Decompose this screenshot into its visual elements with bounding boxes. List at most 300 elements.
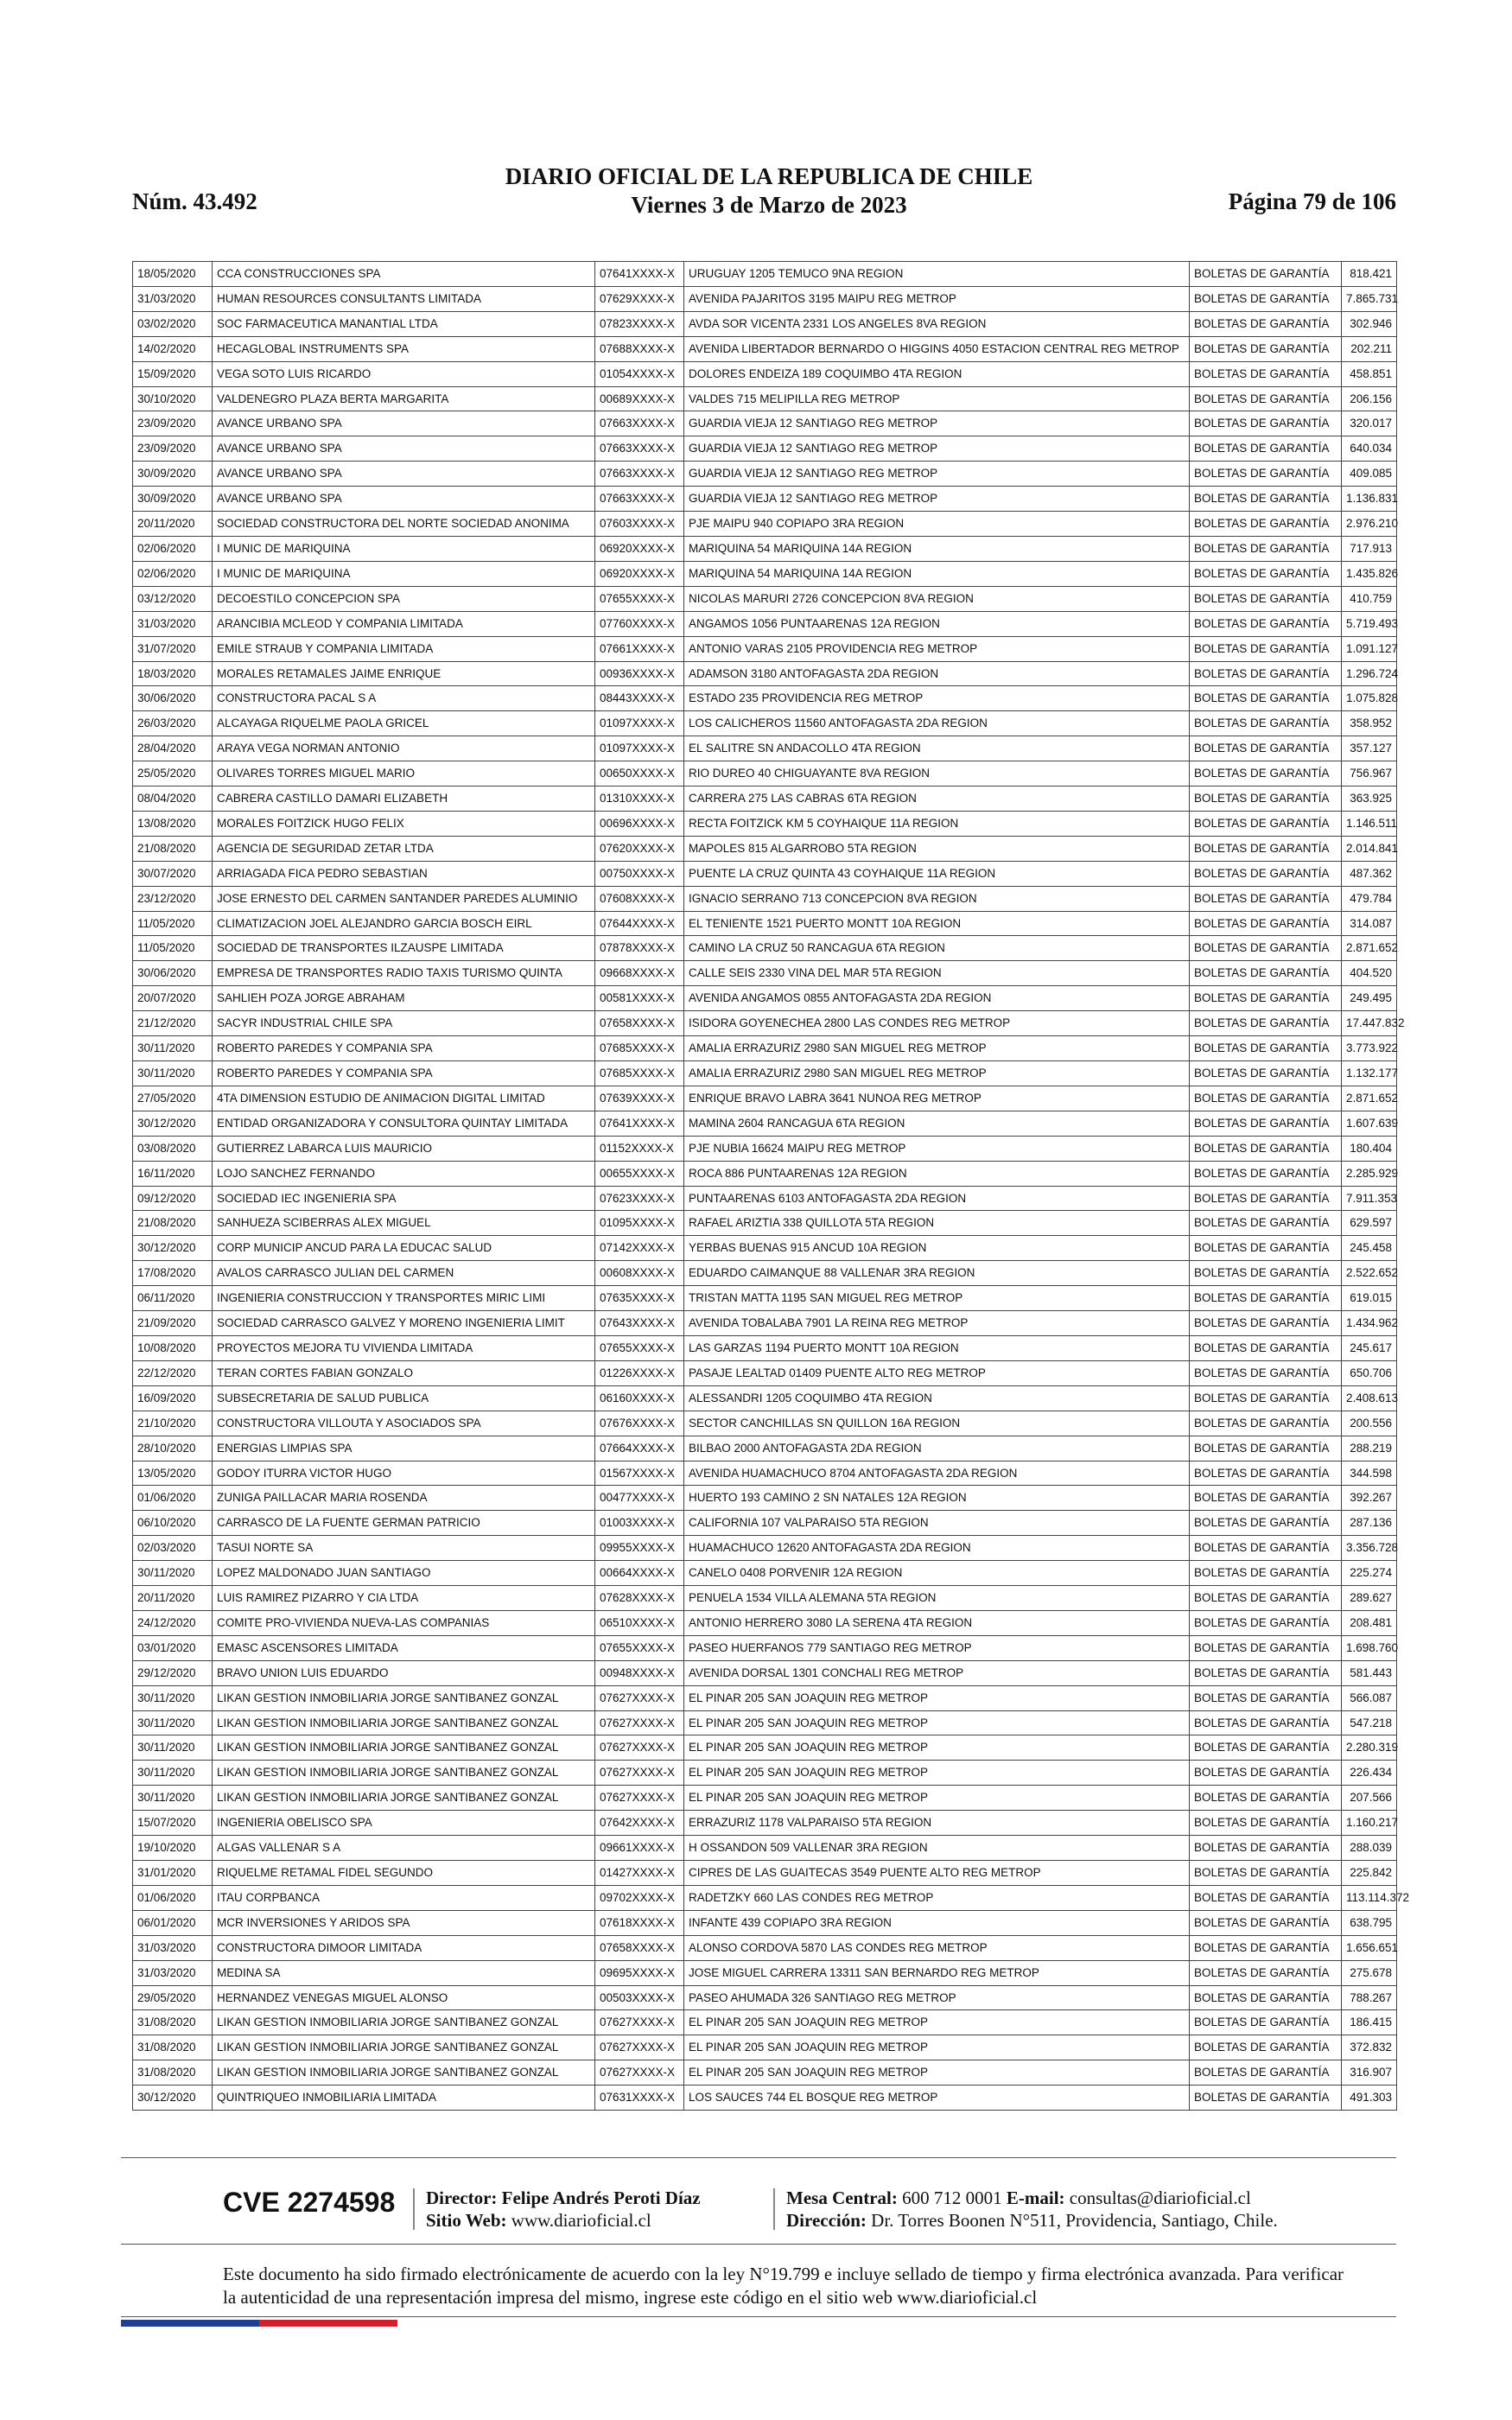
amount-cell: 619.015 — [1342, 1286, 1397, 1311]
rut-cell: 09702XXXX-X — [595, 1885, 684, 1910]
amount-cell: 409.085 — [1342, 462, 1397, 487]
amount-cell: 202.211 — [1342, 336, 1397, 361]
table-row — [133, 311, 1397, 336]
email-value: consultas@diarioficial.cl — [1069, 2188, 1251, 2208]
name-cell: I MUNIC DE MARIQUINA — [213, 536, 595, 561]
type-cell: BOLETAS DE GARANTÍA — [1190, 1086, 1342, 1111]
amount-cell: 491.303 — [1342, 2086, 1397, 2111]
type-cell: BOLETAS DE GARANTÍA — [1190, 1436, 1342, 1461]
type-cell: BOLETAS DE GARANTÍA — [1190, 736, 1342, 761]
amount-cell: 225.274 — [1342, 1561, 1397, 1586]
address-cell: RAFAEL ARIZTIA 338 QUILLOTA 5TA REGION — [684, 1211, 1190, 1236]
table-row — [133, 911, 1397, 936]
table-row — [133, 1511, 1397, 1536]
type-cell: BOLETAS DE GARANTÍA — [1190, 836, 1342, 861]
type-cell: BOLETAS DE GARANTÍA — [1190, 1461, 1342, 1486]
issue-number: Núm. 43.492 — [132, 188, 257, 214]
address-cell: NICOLAS MARURI 2726 CONCEPCION 8VA REGION — [684, 586, 1190, 611]
type-cell: BOLETAS DE GARANTÍA — [1190, 936, 1342, 961]
table-row — [133, 686, 1397, 711]
table-row — [133, 2060, 1397, 2086]
date-cell: 30/12/2020 — [133, 1236, 213, 1261]
address-cell: AVENIDA DORSAL 1301 CONCHALI REG METROP — [684, 1660, 1190, 1685]
address-cell: ANTONIO VARAS 2105 PROVIDENCIA REG METROP — [684, 636, 1190, 661]
amount-cell: 2.280.319 — [1342, 1735, 1397, 1761]
table-row — [133, 1735, 1397, 1761]
address-cell: PUNTAARENAS 6103 ANTOFAGASTA 2DA REGION — [684, 1186, 1190, 1211]
name-cell: RIQUELME RETAMAL FIDEL SEGUNDO — [213, 1861, 595, 1886]
table-row — [133, 1061, 1397, 1086]
name-cell: PROYECTOS MEJORA TU VIVIENDA LIMITADA — [213, 1335, 595, 1360]
rut-cell: 00948XXXX-X — [595, 1660, 684, 1685]
type-cell: BOLETAS DE GARANTÍA — [1190, 761, 1342, 786]
rut-cell: 01054XXXX-X — [595, 361, 684, 386]
address-cell: LAS GARZAS 1194 PUERTO MONTT 10A REGION — [684, 1335, 1190, 1360]
date-cell: 30/12/2020 — [133, 2086, 213, 2111]
name-cell: LIKAN GESTION INMOBILIARIA JORGE SANTIBANEZ GONZAL — [213, 2060, 595, 2086]
address-cell: BILBAO 2000 ANTOFAGASTA 2DA REGION — [684, 1436, 1190, 1461]
address-value: Dr. Torres Boonen N°511, Providencia, Santiago, Chile. — [871, 2210, 1278, 2231]
date-cell: 27/05/2020 — [133, 1086, 213, 1111]
amount-cell: 1.607.639 — [1342, 1111, 1397, 1136]
amount-cell: 479.784 — [1342, 886, 1397, 911]
address-cell: GUARDIA VIEJA 12 SANTIAGO REG METROP — [684, 462, 1190, 487]
table-row — [133, 1786, 1397, 1811]
type-cell: BOLETAS DE GARANTÍA — [1190, 1561, 1342, 1586]
table-row — [133, 1811, 1397, 1836]
amount-cell: 206.156 — [1342, 386, 1397, 411]
name-cell: GUTIERREZ LABARCA LUIS MAURICIO — [213, 1136, 595, 1161]
name-cell: JOSE ERNESTO DEL CARMEN SANTANDER PAREDES ALUMINIO — [213, 886, 595, 911]
date-cell: 15/09/2020 — [133, 361, 213, 386]
type-cell: BOLETAS DE GARANTÍA — [1190, 1786, 1342, 1811]
date-cell: 31/03/2020 — [133, 1935, 213, 1960]
amount-cell: 1.075.828 — [1342, 686, 1397, 711]
records-table-body — [133, 262, 1410, 2111]
table-row — [133, 1335, 1397, 1360]
amount-cell: 7.911.353 — [1342, 1186, 1397, 1211]
date-cell: 23/09/2020 — [133, 411, 213, 436]
name-cell: HERNANDEZ VENEGAS MIGUEL ALONSO — [213, 1985, 595, 2010]
table-row — [133, 1311, 1397, 1336]
amount-cell: 1.146.511 — [1342, 811, 1397, 836]
type-cell: BOLETAS DE GARANTÍA — [1190, 361, 1342, 386]
rut-cell: 07627XXXX-X — [595, 2010, 684, 2035]
name-cell: CONSTRUCTORA PACAL S A — [213, 686, 595, 711]
address-cell: EL PINAR 205 SAN JOAQUIN REG METROP — [684, 1685, 1190, 1710]
name-cell: INGENIERIA OBELISCO SPA — [213, 1811, 595, 1836]
table-row — [133, 411, 1397, 436]
table-row — [133, 786, 1397, 812]
amount-cell: 207.566 — [1342, 1786, 1397, 1811]
name-cell: ROBERTO PAREDES Y COMPANIA SPA — [213, 1036, 595, 1061]
name-cell: LIKAN GESTION INMOBILIARIA JORGE SANTIBANEZ GONZAL — [213, 1710, 595, 1735]
date-cell: 26/03/2020 — [133, 711, 213, 736]
date-cell: 10/08/2020 — [133, 1335, 213, 1360]
date-cell: 21/09/2020 — [133, 1311, 213, 1336]
name-cell: VEGA SOTO LUIS RICARDO — [213, 361, 595, 386]
rut-cell: 07760XXXX-X — [595, 611, 684, 636]
address-cell: EL PINAR 205 SAN JOAQUIN REG METROP — [684, 2010, 1190, 2035]
type-cell: BOLETAS DE GARANTÍA — [1190, 1761, 1342, 1786]
table-row — [133, 611, 1397, 636]
date-cell: 29/05/2020 — [133, 1985, 213, 2010]
address-cell: PASEO HUERFANOS 779 SANTIAGO REG METROP — [684, 1635, 1190, 1660]
date-cell: 20/11/2020 — [133, 512, 213, 537]
rut-cell: 00581XXXX-X — [595, 986, 684, 1011]
name-cell: ROBERTO PAREDES Y COMPANIA SPA — [213, 1061, 595, 1086]
address-cell: EL SALITRE SN ANDACOLLO 4TA REGION — [684, 736, 1190, 761]
masthead-date: Viernes 3 de Marzo de 2023 — [631, 192, 907, 218]
table-row — [133, 1486, 1397, 1511]
amount-cell: 289.627 — [1342, 1586, 1397, 1611]
rut-cell: 07655XXXX-X — [595, 1635, 684, 1660]
date-cell: 30/06/2020 — [133, 686, 213, 711]
amount-cell: 287.136 — [1342, 1511, 1397, 1536]
table-row — [133, 487, 1397, 512]
amount-cell: 717.913 — [1342, 536, 1397, 561]
date-cell: 11/05/2020 — [133, 911, 213, 936]
date-cell: 08/04/2020 — [133, 786, 213, 812]
address-cell: ENRIQUE BRAVO LABRA 3641 NUNOA REG METROP — [684, 1086, 1190, 1111]
type-cell: BOLETAS DE GARANTÍA — [1190, 686, 1342, 711]
type-cell: BOLETAS DE GARANTÍA — [1190, 1311, 1342, 1336]
rut-cell: 01310XXXX-X — [595, 786, 684, 812]
address-cell: PENUELA 1534 VILLA ALEMANA 5TA REGION — [684, 1586, 1190, 1611]
rut-cell: 06920XXXX-X — [595, 536, 684, 561]
name-cell: AVALOS CARRASCO JULIAN DEL CARMEN — [213, 1261, 595, 1286]
amount-cell: 2.871.652 — [1342, 1086, 1397, 1111]
address-cell: TRISTAN MATTA 1195 SAN MIGUEL REG METROP — [684, 1286, 1190, 1311]
type-cell: BOLETAS DE GARANTÍA — [1190, 1660, 1342, 1685]
amount-cell: 629.597 — [1342, 1211, 1397, 1236]
amount-cell: 1.136.831 — [1342, 487, 1397, 512]
amount-cell: 180.404 — [1342, 1136, 1397, 1161]
table-row — [133, 1586, 1397, 1611]
address-cell: EL PINAR 205 SAN JOAQUIN REG METROP — [684, 1710, 1190, 1735]
table-row — [133, 961, 1397, 986]
rut-cell: 07620XXXX-X — [595, 836, 684, 861]
date-cell: 03/02/2020 — [133, 311, 213, 336]
name-cell: EMILE STRAUB Y COMPANIA LIMITADA — [213, 636, 595, 661]
date-cell: 31/03/2020 — [133, 611, 213, 636]
rut-cell: 07618XXXX-X — [595, 1910, 684, 1935]
address-cell: EL PINAR 205 SAN JOAQUIN REG METROP — [684, 2035, 1190, 2060]
type-cell: BOLETAS DE GARANTÍA — [1190, 561, 1342, 586]
table-row — [133, 386, 1397, 411]
name-cell: ZUNIGA PAILLACAR MARIA ROSENDA — [213, 1486, 595, 1511]
rut-cell: 07655XXXX-X — [595, 586, 684, 611]
name-cell: SOCIEDAD DE TRANSPORTES ILZAUSPE LIMITADA — [213, 936, 595, 961]
table-row — [133, 1461, 1397, 1486]
type-cell: BOLETAS DE GARANTÍA — [1190, 1411, 1342, 1436]
date-cell: 11/05/2020 — [133, 936, 213, 961]
table-row — [133, 886, 1397, 911]
date-cell: 31/08/2020 — [133, 2035, 213, 2060]
amount-cell: 186.415 — [1342, 2010, 1397, 2035]
amount-cell: 2.285.929 — [1342, 1161, 1397, 1186]
type-cell: BOLETAS DE GARANTÍA — [1190, 586, 1342, 611]
name-cell: I MUNIC DE MARIQUINA — [213, 561, 595, 586]
email-label: E-mail: — [1006, 2188, 1065, 2208]
amount-cell: 316.907 — [1342, 2060, 1397, 2086]
page-indicator: Página 79 de 106 — [1228, 188, 1396, 214]
date-cell: 09/12/2020 — [133, 1186, 213, 1211]
rut-cell: 07627XXXX-X — [595, 2035, 684, 2060]
address-cell: ALESSANDRI 1205 COQUIMBO 4TA REGION — [684, 1385, 1190, 1411]
table-row — [133, 1885, 1397, 1910]
name-cell: LIKAN GESTION INMOBILIARIA JORGE SANTIBANEZ GONZAL — [213, 1786, 595, 1811]
type-cell: BOLETAS DE GARANTÍA — [1190, 336, 1342, 361]
rut-cell: 07664XXXX-X — [595, 1436, 684, 1461]
date-cell: 01/06/2020 — [133, 1885, 213, 1910]
amount-cell: 2.976.210 — [1342, 512, 1397, 537]
date-cell: 30/11/2020 — [133, 1710, 213, 1735]
type-cell: BOLETAS DE GARANTÍA — [1190, 1685, 1342, 1710]
name-cell: ARRIAGADA FICA PEDRO SEBASTIAN — [213, 861, 595, 886]
address-cell: EL TENIENTE 1521 PUERTO MONTT 10A REGION — [684, 911, 1190, 936]
amount-cell: 392.267 — [1342, 1486, 1397, 1511]
date-cell: 30/09/2020 — [133, 487, 213, 512]
date-cell: 06/10/2020 — [133, 1511, 213, 1536]
rut-cell: 07658XXXX-X — [595, 1011, 684, 1036]
rut-cell: 07663XXXX-X — [595, 436, 684, 462]
table-row — [133, 2010, 1397, 2035]
rut-cell: 00936XXXX-X — [595, 661, 684, 686]
amount-cell: 288.039 — [1342, 1836, 1397, 1861]
name-cell: MCR INVERSIONES Y ARIDOS SPA — [213, 1910, 595, 1935]
rut-cell: 07642XXXX-X — [595, 1811, 684, 1836]
amount-cell: 302.946 — [1342, 311, 1397, 336]
address-cell: AVENIDA PAJARITOS 3195 MAIPU REG METROP — [684, 286, 1190, 311]
date-cell: 20/07/2020 — [133, 986, 213, 1011]
type-cell: BOLETAS DE GARANTÍA — [1190, 1935, 1342, 1960]
type-cell: BOLETAS DE GARANTÍA — [1190, 2035, 1342, 2060]
type-cell: BOLETAS DE GARANTÍA — [1190, 661, 1342, 686]
table-row — [133, 286, 1397, 311]
table-row — [133, 1211, 1397, 1236]
rut-cell: 07142XXXX-X — [595, 1236, 684, 1261]
name-cell: MORALES RETAMALES JAIME ENRIQUE — [213, 661, 595, 686]
date-cell: 16/09/2020 — [133, 1385, 213, 1411]
name-cell: LIKAN GESTION INMOBILIARIA JORGE SANTIBANEZ GONZAL — [213, 1735, 595, 1761]
amount-cell: 226.434 — [1342, 1761, 1397, 1786]
table-row — [133, 861, 1397, 886]
amount-cell: 249.495 — [1342, 986, 1397, 1011]
amount-cell: 3.356.728 — [1342, 1536, 1397, 1561]
type-cell: BOLETAS DE GARANTÍA — [1190, 1335, 1342, 1360]
table-row — [133, 2035, 1397, 2060]
footer-divider — [773, 2188, 775, 2230]
date-cell: 17/08/2020 — [133, 1261, 213, 1286]
address-cell: PJE NUBIA 16624 MAIPU REG METROP — [684, 1136, 1190, 1161]
address-cell: PASAJE LEALTAD 01409 PUENTE ALTO REG METROP — [684, 1360, 1190, 1385]
type-cell: BOLETAS DE GARANTÍA — [1190, 386, 1342, 411]
address-cell: AVENIDA TOBALABA 7901 LA REINA REG METROP — [684, 1311, 1190, 1336]
address-cell: GUARDIA VIEJA 12 SANTIAGO REG METROP — [684, 411, 1190, 436]
amount-cell: 7.865.731 — [1342, 286, 1397, 311]
table-row — [133, 636, 1397, 661]
amount-cell: 2.871.652 — [1342, 936, 1397, 961]
date-cell: 13/08/2020 — [133, 811, 213, 836]
date-cell: 21/12/2020 — [133, 1011, 213, 1036]
amount-cell: 1.434.962 — [1342, 1311, 1397, 1336]
date-cell: 30/11/2020 — [133, 1036, 213, 1061]
date-cell: 30/11/2020 — [133, 1735, 213, 1761]
table-row — [133, 1635, 1397, 1660]
address-cell: CIPRES DE LAS GUAITECAS 3549 PUENTE ALTO REG METROP — [684, 1861, 1190, 1886]
address-cell: CALLE SEIS 2330 VINA DEL MAR 5TA REGION — [684, 961, 1190, 986]
table-row — [133, 836, 1397, 861]
type-cell: BOLETAS DE GARANTÍA — [1190, 1610, 1342, 1635]
type-cell: BOLETAS DE GARANTÍA — [1190, 1486, 1342, 1511]
masthead — [484, 162, 1054, 220]
type-cell: BOLETAS DE GARANTÍA — [1190, 1635, 1342, 1660]
date-cell: 31/03/2020 — [133, 286, 213, 311]
name-cell: AVANCE URBANO SPA — [213, 411, 595, 436]
date-cell: 02/06/2020 — [133, 561, 213, 586]
rut-cell: 01095XXXX-X — [595, 1211, 684, 1236]
rut-cell: 00650XXXX-X — [595, 761, 684, 786]
table-row — [133, 986, 1397, 1011]
table-row — [133, 1161, 1397, 1186]
table-row — [133, 711, 1397, 736]
footer-divider — [413, 2188, 415, 2230]
rut-cell: 00477XXXX-X — [595, 1486, 684, 1511]
name-cell: MEDINA SA — [213, 1960, 595, 1985]
type-cell: BOLETAS DE GARANTÍA — [1190, 311, 1342, 336]
rut-cell: 09661XXXX-X — [595, 1836, 684, 1861]
director-label: Director: Felipe Andrés Peroti Díaz — [426, 2188, 701, 2208]
table-row — [133, 536, 1397, 561]
rut-cell: 00696XXXX-X — [595, 811, 684, 836]
amount-cell: 640.034 — [1342, 436, 1397, 462]
address-cell: H OSSANDON 509 VALLENAR 3RA REGION — [684, 1836, 1190, 1861]
rut-cell: 06510XXXX-X — [595, 1610, 684, 1635]
rut-cell: 07635XXXX-X — [595, 1286, 684, 1311]
type-cell: BOLETAS DE GARANTÍA — [1190, 487, 1342, 512]
date-cell: 31/08/2020 — [133, 2060, 213, 2086]
amount-cell: 1.296.724 — [1342, 661, 1397, 686]
name-cell: LUIS RAMIREZ PIZARRO Y CIA LTDA — [213, 1586, 595, 1611]
table-row — [133, 761, 1397, 786]
amount-cell: 225.842 — [1342, 1861, 1397, 1886]
name-cell: DECOESTILO CONCEPCION SPA — [213, 586, 595, 611]
name-cell: COMITE PRO-VIVIENDA NUEVA-LAS COMPANIAS — [213, 1610, 595, 1635]
type-cell: BOLETAS DE GARANTÍA — [1190, 1836, 1342, 1861]
date-cell: 24/12/2020 — [133, 1610, 213, 1635]
amount-cell: 358.952 — [1342, 711, 1397, 736]
name-cell: CORP MUNICIP ANCUD PARA LA EDUCAC SALUD — [213, 1236, 595, 1261]
name-cell: 4TA DIMENSION ESTUDIO DE ANIMACION DIGITAL LIMITAD — [213, 1086, 595, 1111]
type-cell: BOLETAS DE GARANTÍA — [1190, 1710, 1342, 1735]
date-cell: 06/01/2020 — [133, 1910, 213, 1935]
type-cell: BOLETAS DE GARANTÍA — [1190, 1735, 1342, 1761]
amount-cell: 1.132.177 — [1342, 1061, 1397, 1086]
address-cell: HUERTO 193 CAMINO 2 SN NATALES 12A REGION — [684, 1486, 1190, 1511]
name-cell: SAHLIEH POZA JORGE ABRAHAM — [213, 986, 595, 1011]
date-cell: 03/08/2020 — [133, 1136, 213, 1161]
date-cell: 31/07/2020 — [133, 636, 213, 661]
amount-cell: 208.481 — [1342, 1610, 1397, 1635]
table-row — [133, 1011, 1397, 1036]
rut-cell: 07641XXXX-X — [595, 262, 684, 287]
amount-cell: 2.014.841 — [1342, 836, 1397, 861]
name-cell: TERAN CORTES FABIAN GONZALO — [213, 1360, 595, 1385]
type-cell: BOLETAS DE GARANTÍA — [1190, 1985, 1342, 2010]
rut-cell: 07661XXXX-X — [595, 636, 684, 661]
type-cell: BOLETAS DE GARANTÍA — [1190, 1536, 1342, 1561]
type-cell: BOLETAS DE GARANTÍA — [1190, 286, 1342, 311]
address-cell: CANELO 0408 PORVENIR 12A REGION — [684, 1561, 1190, 1586]
date-cell: 30/11/2020 — [133, 1761, 213, 1786]
name-cell: OLIVARES TORRES MIGUEL MARIO — [213, 761, 595, 786]
records-table — [132, 261, 1410, 2111]
name-cell: LOJO SANCHEZ FERNANDO — [213, 1161, 595, 1186]
date-cell: 02/06/2020 — [133, 536, 213, 561]
footer-mid-rule — [121, 2244, 1396, 2245]
rut-cell: 01427XXXX-X — [595, 1861, 684, 1886]
type-cell: BOLETAS DE GARANTÍA — [1190, 1236, 1342, 1261]
date-cell: 30/11/2020 — [133, 1786, 213, 1811]
type-cell: BOLETAS DE GARANTÍA — [1190, 2010, 1342, 2035]
address-cell: JOSE MIGUEL CARRERA 13311 SAN BERNARDO REG METROP — [684, 1960, 1190, 1985]
address-cell: CALIFORNIA 107 VALPARAISO 5TA REGION — [684, 1511, 1190, 1536]
rut-cell: 01226XXXX-X — [595, 1360, 684, 1385]
address-cell: MARIQUINA 54 MARIQUINA 14A REGION — [684, 561, 1190, 586]
amount-cell: 566.087 — [1342, 1685, 1397, 1710]
date-cell: 31/08/2020 — [133, 2010, 213, 2035]
address-cell: DOLORES ENDEIZA 189 COQUIMBO 4TA REGION — [684, 361, 1190, 386]
address-cell: LOS SAUCES 744 EL BOSQUE REG METROP — [684, 2086, 1190, 2111]
type-cell: BOLETAS DE GARANTÍA — [1190, 986, 1342, 1011]
address-cell: SECTOR CANCHILLAS SN QUILLON 16A REGION — [684, 1411, 1190, 1436]
rut-cell: 07655XXXX-X — [595, 1335, 684, 1360]
name-cell: AVANCE URBANO SPA — [213, 462, 595, 487]
rut-cell: 07663XXXX-X — [595, 411, 684, 436]
date-cell: 21/10/2020 — [133, 1411, 213, 1436]
amount-cell: 344.598 — [1342, 1461, 1397, 1486]
type-cell: BOLETAS DE GARANTÍA — [1190, 262, 1342, 287]
name-cell: ALGAS VALLENAR S A — [213, 1836, 595, 1861]
type-cell: BOLETAS DE GARANTÍA — [1190, 1161, 1342, 1186]
type-cell: BOLETAS DE GARANTÍA — [1190, 1286, 1342, 1311]
rut-cell: 01097XXXX-X — [595, 736, 684, 761]
type-cell: BOLETAS DE GARANTÍA — [1190, 961, 1342, 986]
rut-cell: 07603XXXX-X — [595, 512, 684, 537]
amount-cell: 2.408.613 — [1342, 1385, 1397, 1411]
table-row — [133, 1935, 1397, 1960]
table-row — [133, 1536, 1397, 1561]
rut-cell: 07627XXXX-X — [595, 1735, 684, 1761]
name-cell: EMASC ASCENSORES LIMITADA — [213, 1635, 595, 1660]
cve-code: CVE 2274598 — [223, 2187, 396, 2218]
name-cell: VALDENEGRO PLAZA BERTA MARGARITA — [213, 386, 595, 411]
name-cell: LIKAN GESTION INMOBILIARIA JORGE SANTIBANEZ GONZAL — [213, 1685, 595, 1710]
rut-cell: 00750XXXX-X — [595, 861, 684, 886]
date-cell: 31/03/2020 — [133, 1960, 213, 1985]
table-row — [133, 736, 1397, 761]
rut-cell: 07644XXXX-X — [595, 911, 684, 936]
name-cell: TASUI NORTE SA — [213, 1536, 595, 1561]
rut-cell: 01152XXXX-X — [595, 1136, 684, 1161]
rut-cell: 07639XXXX-X — [595, 1086, 684, 1111]
amount-cell: 275.678 — [1342, 1960, 1397, 1985]
type-cell: BOLETAS DE GARANTÍA — [1190, 861, 1342, 886]
address-cell: ANGAMOS 1056 PUNTAARENAS 12A REGION — [684, 611, 1190, 636]
address-cell: YERBAS BUENAS 915 ANCUD 10A REGION — [684, 1236, 1190, 1261]
amount-cell: 245.458 — [1342, 1236, 1397, 1261]
